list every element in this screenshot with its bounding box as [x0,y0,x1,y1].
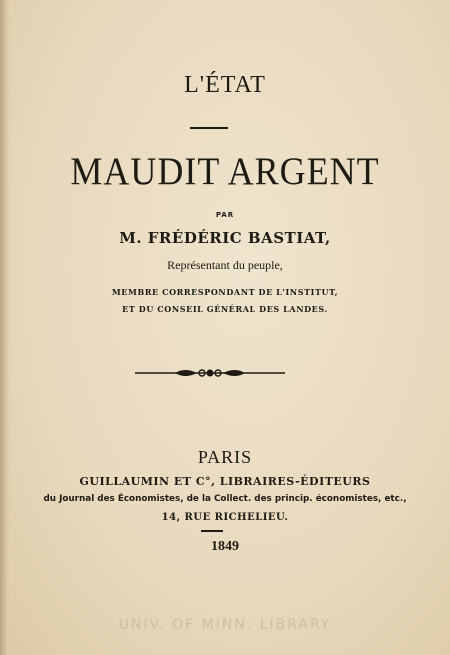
publisher-name: GUILLAUMIN ET C°, LIBRAIRES-ÉDITEURS [79,475,371,488]
ornament-divider-icon [135,366,285,380]
by-line: PAR [215,211,235,219]
main-title: MAUDIT ARGENT [70,149,380,193]
year-rule [201,530,223,532]
library-stamp: UNIV. OF MINN. LIBRARY [118,617,332,633]
publisher-detail: du Journal des Économistes, de la Collect. des princip. économistes, etc., [43,494,407,504]
title-rule [190,127,228,129]
publication-city: PARIS [197,447,253,467]
author-name: M. FRÉDÉRIC BASTIAT, [119,229,331,247]
membership-line-1: MEMBRE CORRESPONDANT DE L'INSTITUT, [111,287,339,297]
membership-line-2: ET DU CONSEIL GÉNÉRAL DES LANDES. [122,304,328,314]
author-role: Représentant du peuple, [167,258,283,272]
publication-year: 1849 [211,539,239,554]
publisher-address: 14, RUE RICHELIEU. [161,512,289,523]
title-top: L'ÉTAT [184,72,266,98]
